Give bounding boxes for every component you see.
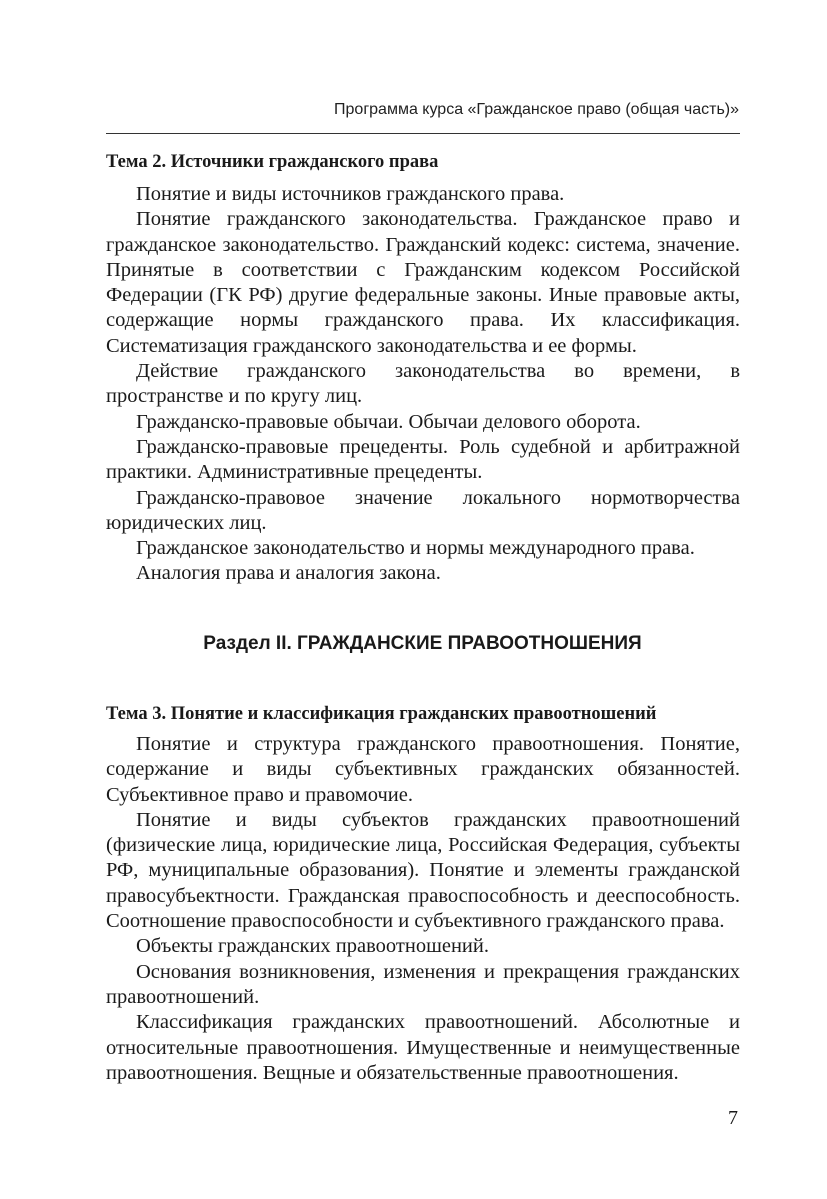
topic-2-paragraph: Понятие гражданского законодательства. Гражданское право и гражданское законодательство. Гражданский кодекс: система, значение. Принятые в соответствии с Гражданским кодексом Российской Федерации (ГК РФ) другие федеральные законы. Иные правовые акты, содержащие нормы гражданского права. Их классификация. Систематизация гражданского законодательства и ее формы. [106, 208, 740, 357]
topic-2-body [106, 182, 740, 587]
topic-2-paragraph: Гражданско-правовое значение локального нормотворчества юридических лиц. [106, 486, 740, 534]
running-header: Программа курса «Гражданское право (общая часть)» [334, 101, 739, 118]
topic-2-paragraph: Гражданско-правовые прецеденты. Роль судебной и арбитражной практики. Административные прецеденты. [106, 435, 740, 484]
section-2-title: Раздел II. ГРАЖДАНСКИЕ ПРАВООТНОШЕНИЯ [203, 633, 642, 654]
topic-3-title: Тема 3. Понятие и классификация гражданских правоотношений [106, 704, 657, 724]
topic-3-paragraph: Понятие и виды субъектов гражданских правоотношений (физические лица, юридические лица, Российская Федерация, субъекты РФ, муниципальные образования). Понятие и элементы гражданской правосубъектности. Гражданская правоспособность и дееспособность. Соотношение правоспособности и субъективного гражданского права. [106, 808, 740, 933]
topic-2-paragraph: Аналогия права и аналогия закона. [136, 562, 441, 585]
topic-2-paragraph: Гражданско-правовые обычаи. Обычаи делового оборота. [136, 410, 641, 433]
topic-3-paragraph: Объекты гражданских правоотношений. [136, 935, 489, 958]
header-divider [106, 133, 740, 134]
topic-3-body [106, 732, 740, 1086]
topic-2-title: Тема 2. Источники гражданского права [106, 152, 439, 172]
topic-2-paragraph: Понятие и виды источников гражданского права. [136, 183, 565, 205]
topic-3-paragraph: Классификация гражданских правоотношений. Абсолютные и относительные правоотношения. Имущественные и неимущественные правоотношения. Вещные и обязательственные правоотношения. [106, 1011, 740, 1084]
topic-2-paragraph: Гражданское законодательство и нормы международного права. [136, 537, 695, 560]
topic-2-paragraph: Действие гражданского законодательства во времени, в пространстве и по кругу лиц. [106, 360, 740, 408]
topic-3-paragraph: Основания возникновения, изменения и прекращения гражданских правоотношений. [106, 960, 740, 1008]
topic-3-paragraph: Понятие и структура гражданского правоотношения. Понятие, содержание и виды субъективных гражданских обязанностей. Субъективное право и правомочие. [106, 733, 740, 806]
page-number: 7 [728, 1107, 738, 1129]
